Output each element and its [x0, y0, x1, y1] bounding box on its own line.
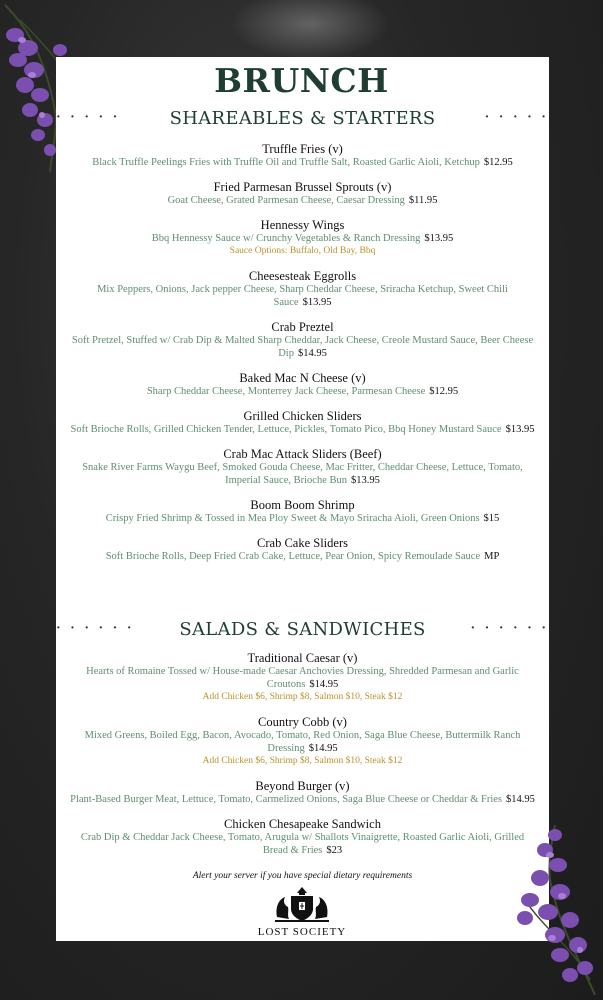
item-description: Plant-Based Burger Meat, Lettuce, Tomato, Carmelized Onions, Saga Blue Cheese or Cheddar & Fries $14.95: [70, 794, 535, 805]
section-items-salads: [56, 651, 549, 857]
menu-item: [56, 536, 549, 563]
item-description: Snake River Farms Waygu Beef, Smoked Gouda Cheese, Mac Fritter, Cheddar Cheese, Lettuce, Tomato, Imperial Sauce, Brioche Bun $13.95: [82, 462, 523, 486]
menu-item: [56, 320, 549, 360]
menu-item: [56, 498, 549, 525]
menu-title: BRUNCH: [214, 61, 389, 100]
item-description: Mix Peppers, Onions, Jack pepper Cheese, Sharp Cheddar Cheese, Sriracha Ketchup, Sweet Chili Sauce $13.95: [97, 284, 508, 308]
item-name: Fried Parmesan Brussel Sprouts (v): [213, 180, 392, 194]
item-description: Soft Brioche Rolls, Grilled Chicken Tender, Lettuce, Pickles, Tomato Pico, Bbq Honey Mustard Sauce $13.95: [70, 424, 535, 435]
item-options: Sauce Options: Buffalo, Old Bay, Bbq: [229, 246, 376, 256]
section-items-shareables: [56, 142, 549, 563]
menu-item: [56, 409, 549, 436]
item-name: Beyond Burger (v): [255, 779, 350, 793]
item-name: Baked Mac N Cheese (v): [239, 371, 366, 385]
item-name: Hennessy Wings: [260, 218, 345, 232]
item-name: Boom Boom Shrimp: [250, 498, 355, 512]
item-price: $13.95: [351, 475, 380, 486]
item-price: $13.95: [302, 297, 332, 308]
item-description: Hearts of Romaine Tossed w/ House-made Caesar Anchovies Dressing, Shredded Parmesan and Garlic Croutons $14.95: [86, 666, 519, 690]
item-description: Goat Cheese, Grated Parmesan Cheese, Caesar Dressing $11.95: [167, 195, 438, 206]
item-description: Bbq Hennessy Sauce w/ Crunchy Vegetables & Ranch Dressing $13.95: [151, 233, 454, 244]
menu-item: [56, 269, 549, 309]
section-title: SHAREABLES & STARTERS: [169, 107, 436, 129]
item-name: Crab Mac Attack Sliders (Beef): [223, 447, 382, 461]
item-name: Grilled Chicken Sliders: [243, 409, 362, 423]
dot-divider-left: · · · · · ·: [56, 621, 135, 636]
item-name: Chicken Chesapeake Sandwich: [224, 817, 381, 831]
smoke-decoration: [230, 0, 390, 60]
item-name: Country Cobb (v): [258, 715, 347, 729]
dot-divider-right: · · · · · ·: [470, 621, 549, 636]
menu-item: [56, 447, 549, 487]
item-description: Crab Dip & Cheddar Jack Cheese, Tomato, Arugula w/ Shallots Vinaigrette, Roasted Garlic Aioli, Grilled Bread & Fries $23: [80, 832, 525, 856]
crest-icon: [257, 883, 347, 923]
item-price: $13.95: [424, 233, 454, 244]
item-name: Crab Cake Sliders: [257, 536, 348, 550]
item-price: $14.95: [309, 679, 339, 690]
wisteria-bottom-right: [500, 820, 600, 998]
item-name: Traditional Caesar (v): [247, 651, 358, 665]
item-price: $11.95: [408, 195, 438, 206]
item-description: Sharp Cheddar Cheese, Monterrey Jack Cheese, Parmesan Cheese $12.95: [146, 386, 459, 397]
menu-item: [56, 180, 549, 207]
item-price: $14.95: [297, 348, 327, 359]
item-price: $13.95: [505, 424, 535, 435]
item-options: Add Chicken $6, Shrimp $8, Salmon $10, Steak $12: [202, 692, 403, 702]
menu-item: [56, 371, 549, 398]
item-price: $14.95: [506, 794, 535, 805]
menu-item: [56, 142, 549, 169]
section-header-salads: [56, 617, 549, 641]
item-price: $14.95: [308, 743, 338, 754]
menu-item: [56, 218, 549, 258]
item-description: Soft Pretzel, Stuffed w/ Crab Dip & Malted Sharp Cheddar, Jack Cheese, Creole Mustard Sauce, Beer Cheese Dip $14.95: [71, 335, 534, 359]
logo-text: LOST SOCIETY: [257, 926, 347, 938]
menu-item: [56, 715, 549, 768]
item-options: Add Chicken $6, Shrimp $8, Salmon $10, Steak $12: [202, 756, 403, 766]
menu-item: [56, 779, 549, 806]
menu-item: [56, 817, 549, 857]
item-price: $23: [326, 845, 343, 856]
menu-item: [56, 651, 549, 704]
section-header-shareables: [56, 106, 549, 130]
item-name: Crab Preztel: [271, 320, 334, 334]
item-price: $12.95: [429, 386, 459, 397]
item-description: Soft Brioche Rolls, Deep Fried Crab Cake, Lettuce, Pear Onion, Spicy Remoulade Sauce MP: [105, 551, 500, 562]
item-description: Crispy Fried Shrimp & Tossed in Mea Ploy Sweet & Mayo Sriracha Aioli, Green Onions $15: [105, 513, 500, 524]
item-price: MP: [484, 551, 500, 562]
dot-divider-right: · · · · ·: [484, 110, 549, 125]
dietary-note: Alert your server if you have special dietary requirements: [192, 871, 413, 881]
item-price: $15: [483, 513, 500, 524]
item-price: $12.95: [483, 157, 513, 168]
item-description: Mixed Greens, Boiled Egg, Bacon, Avocado, Tomato, Red Onion, Saga Blue Cheese, Buttermilk Ranch Dressing $14.95: [84, 730, 521, 754]
item-name: Truffle Fries (v): [262, 142, 343, 156]
item-name: Cheesesteak Eggrolls: [248, 269, 357, 283]
lost-society-logo: [252, 883, 352, 939]
item-description: Black Truffle Peelings Fries with Truffle Oil and Truffle Salt, Roasted Garlic Aioli, Ketchup $12.95: [92, 157, 513, 168]
dot-divider-left: · · · · ·: [56, 110, 121, 125]
section-title: SALADS & SANDWICHES: [179, 618, 426, 640]
